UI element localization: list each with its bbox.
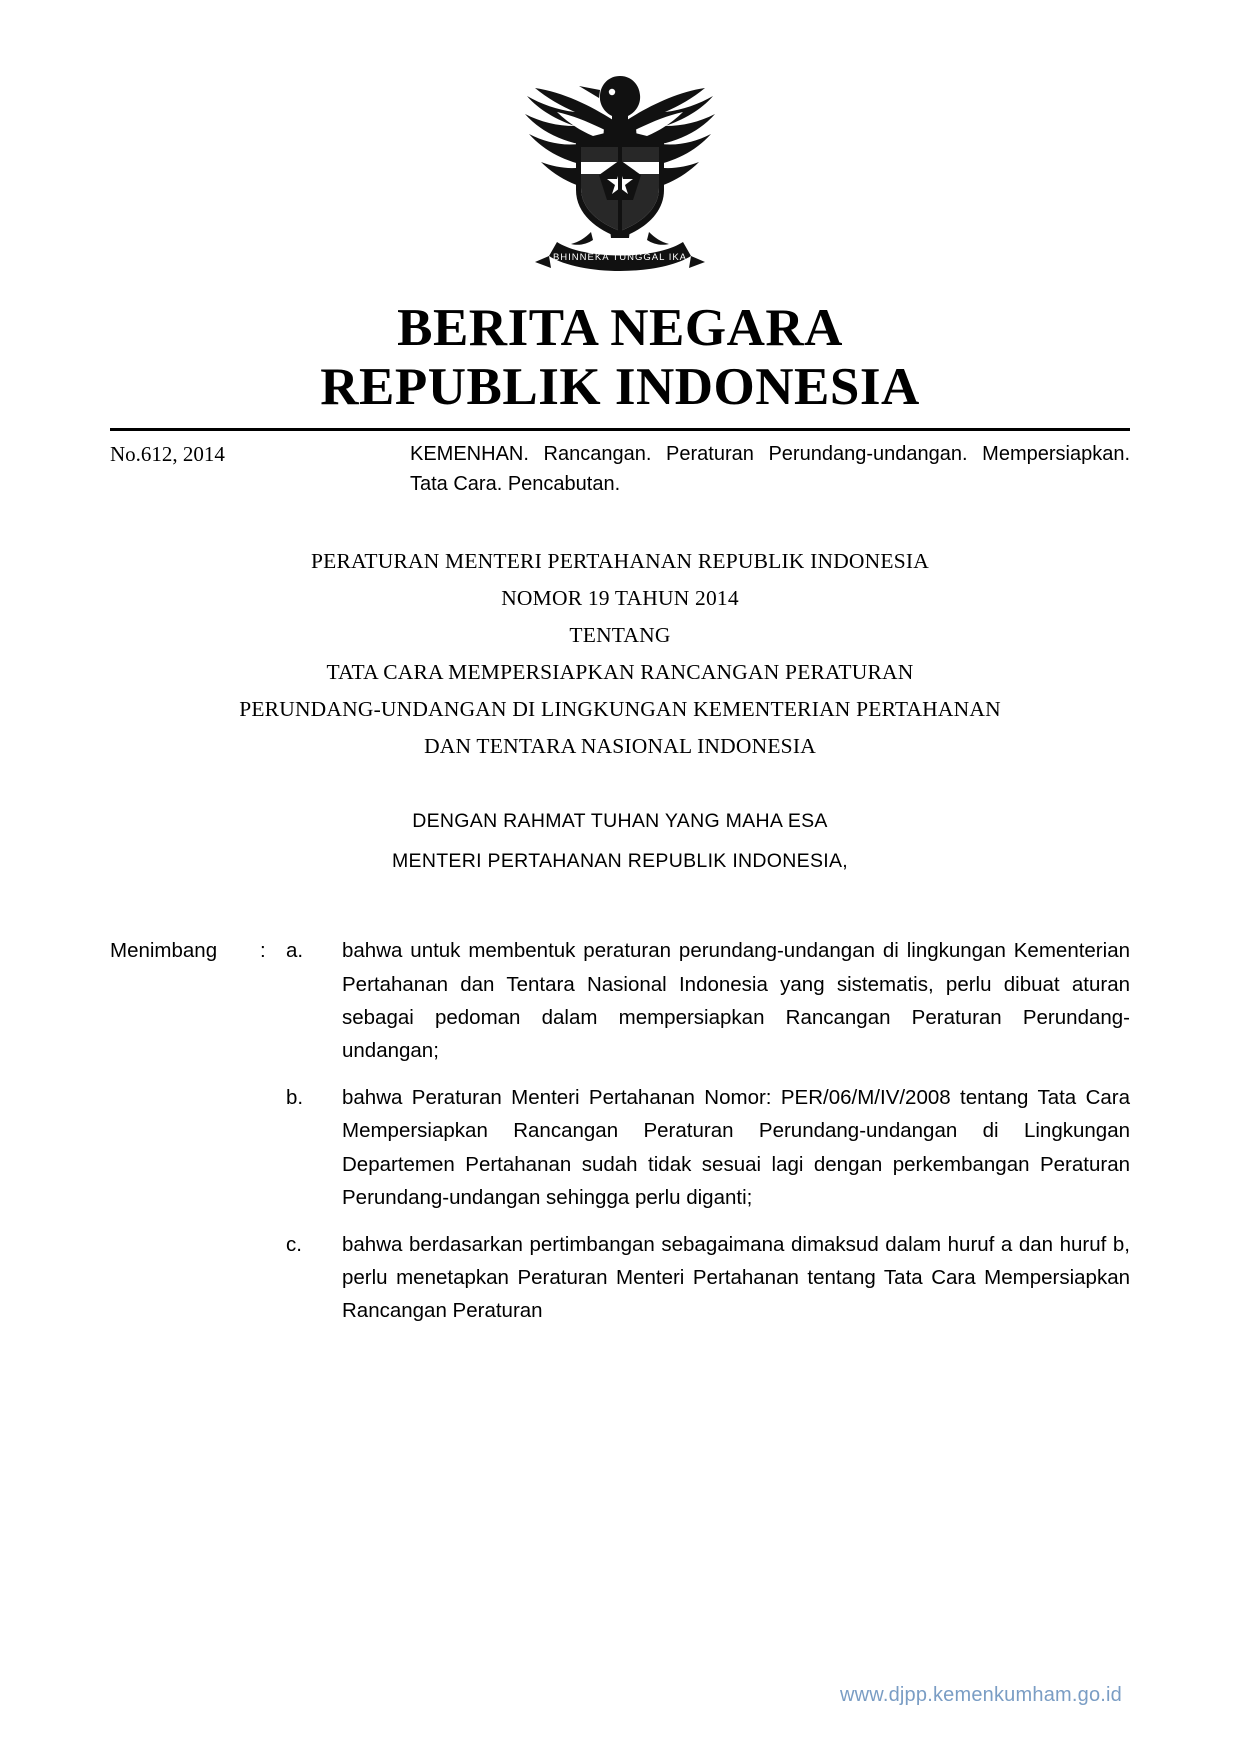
title-line-2: NOMOR 19 TAHUN 2014 (501, 585, 739, 610)
garuda-pancasila-emblem (505, 62, 735, 277)
consideration-text: bahwa berdasarkan pertimbangan sebagaimana dimaksud dalam huruf a dan huruf b, perlu menetapkan Peraturan Menteri Pertahanan tentang Tata Cara Mempersiapkan Rancangan Peraturan (342, 1233, 1130, 1323)
considerations-label: Menimbang (110, 939, 218, 963)
consideration-item (110, 1228, 1130, 1328)
title-line-1: PERATURAN MENTERI PERTAHANAN REPUBLIK INDONESIA (311, 548, 929, 573)
regulation-title (100, 543, 1140, 765)
title-line-3: TENTANG (569, 622, 671, 647)
consideration-letter: a. (286, 939, 304, 963)
masthead-line-2: REPUBLIK INDONESIA (320, 358, 920, 417)
considerations-section (110, 934, 1130, 1327)
invocation-block (100, 801, 1140, 883)
consideration-letter: b. (286, 1086, 304, 1110)
issue-number: No.612, 2014 (110, 441, 225, 466)
consideration-letter: c. (286, 1233, 302, 1257)
considerations-colon: : (260, 939, 266, 963)
issue-row (110, 439, 1130, 499)
header-divider (110, 428, 1130, 431)
masthead (0, 299, 1240, 418)
svg-text:BHINNEKA TUNGGAL IKA: BHINNEKA TUNGGAL IKA (552, 252, 688, 263)
invocation-line-1: DENGAN RAHMAT TUHAN YANG MAHA ESA (412, 809, 828, 832)
consideration-text: bahwa Peraturan Menteri Pertahanan Nomor: PER/06/M/IV/2008 tentang Tata Cara Mempersiapkan Rancangan Peraturan Perundang-undangan di Lingkungan Departemen Pertahanan sudah tidak sesuai lagi dengan perkembangan Peraturan Perundang-undangan sehingga perlu diganti; (342, 1086, 1130, 1209)
consideration-item (110, 1081, 1130, 1214)
consideration-text: bahwa untuk membentuk peraturan perundang-undangan di lingkungan Kementerian Pertahanan dan Tentara Nasional Indonesia yang sistematis, perlu dibuat aturan sebagai pedoman dalam mempersiapkan Rancangan Peraturan Perundang-undangan; (342, 939, 1130, 1063)
issue-subject: KEMENHAN. Rancangan. Peraturan Perundang-undangan. Mempersiapkan. Tata Cara. Pencabutan. (410, 442, 1130, 495)
invocation-line-2: MENTERI PERTAHANAN REPUBLIK INDONESIA, (391, 850, 848, 873)
consideration-item (110, 934, 1130, 1067)
title-line-4: TATA CARA MEMPERSIAPKAN RANCANGAN PERATURAN (326, 659, 914, 684)
masthead-line-1: BERITA NEGARA (397, 299, 843, 357)
emblem-container (0, 0, 1240, 277)
footer-url[interactable]: www.djpp.kemenkumham.go.id (840, 1684, 1122, 1706)
title-line-5: PERUNDANG-UNDANGAN DI LINGKUNGAN KEMENTERIAN PERTAHANAN (239, 696, 1001, 721)
title-line-6: DAN TENTARA NASIONAL INDONESIA (424, 733, 816, 758)
